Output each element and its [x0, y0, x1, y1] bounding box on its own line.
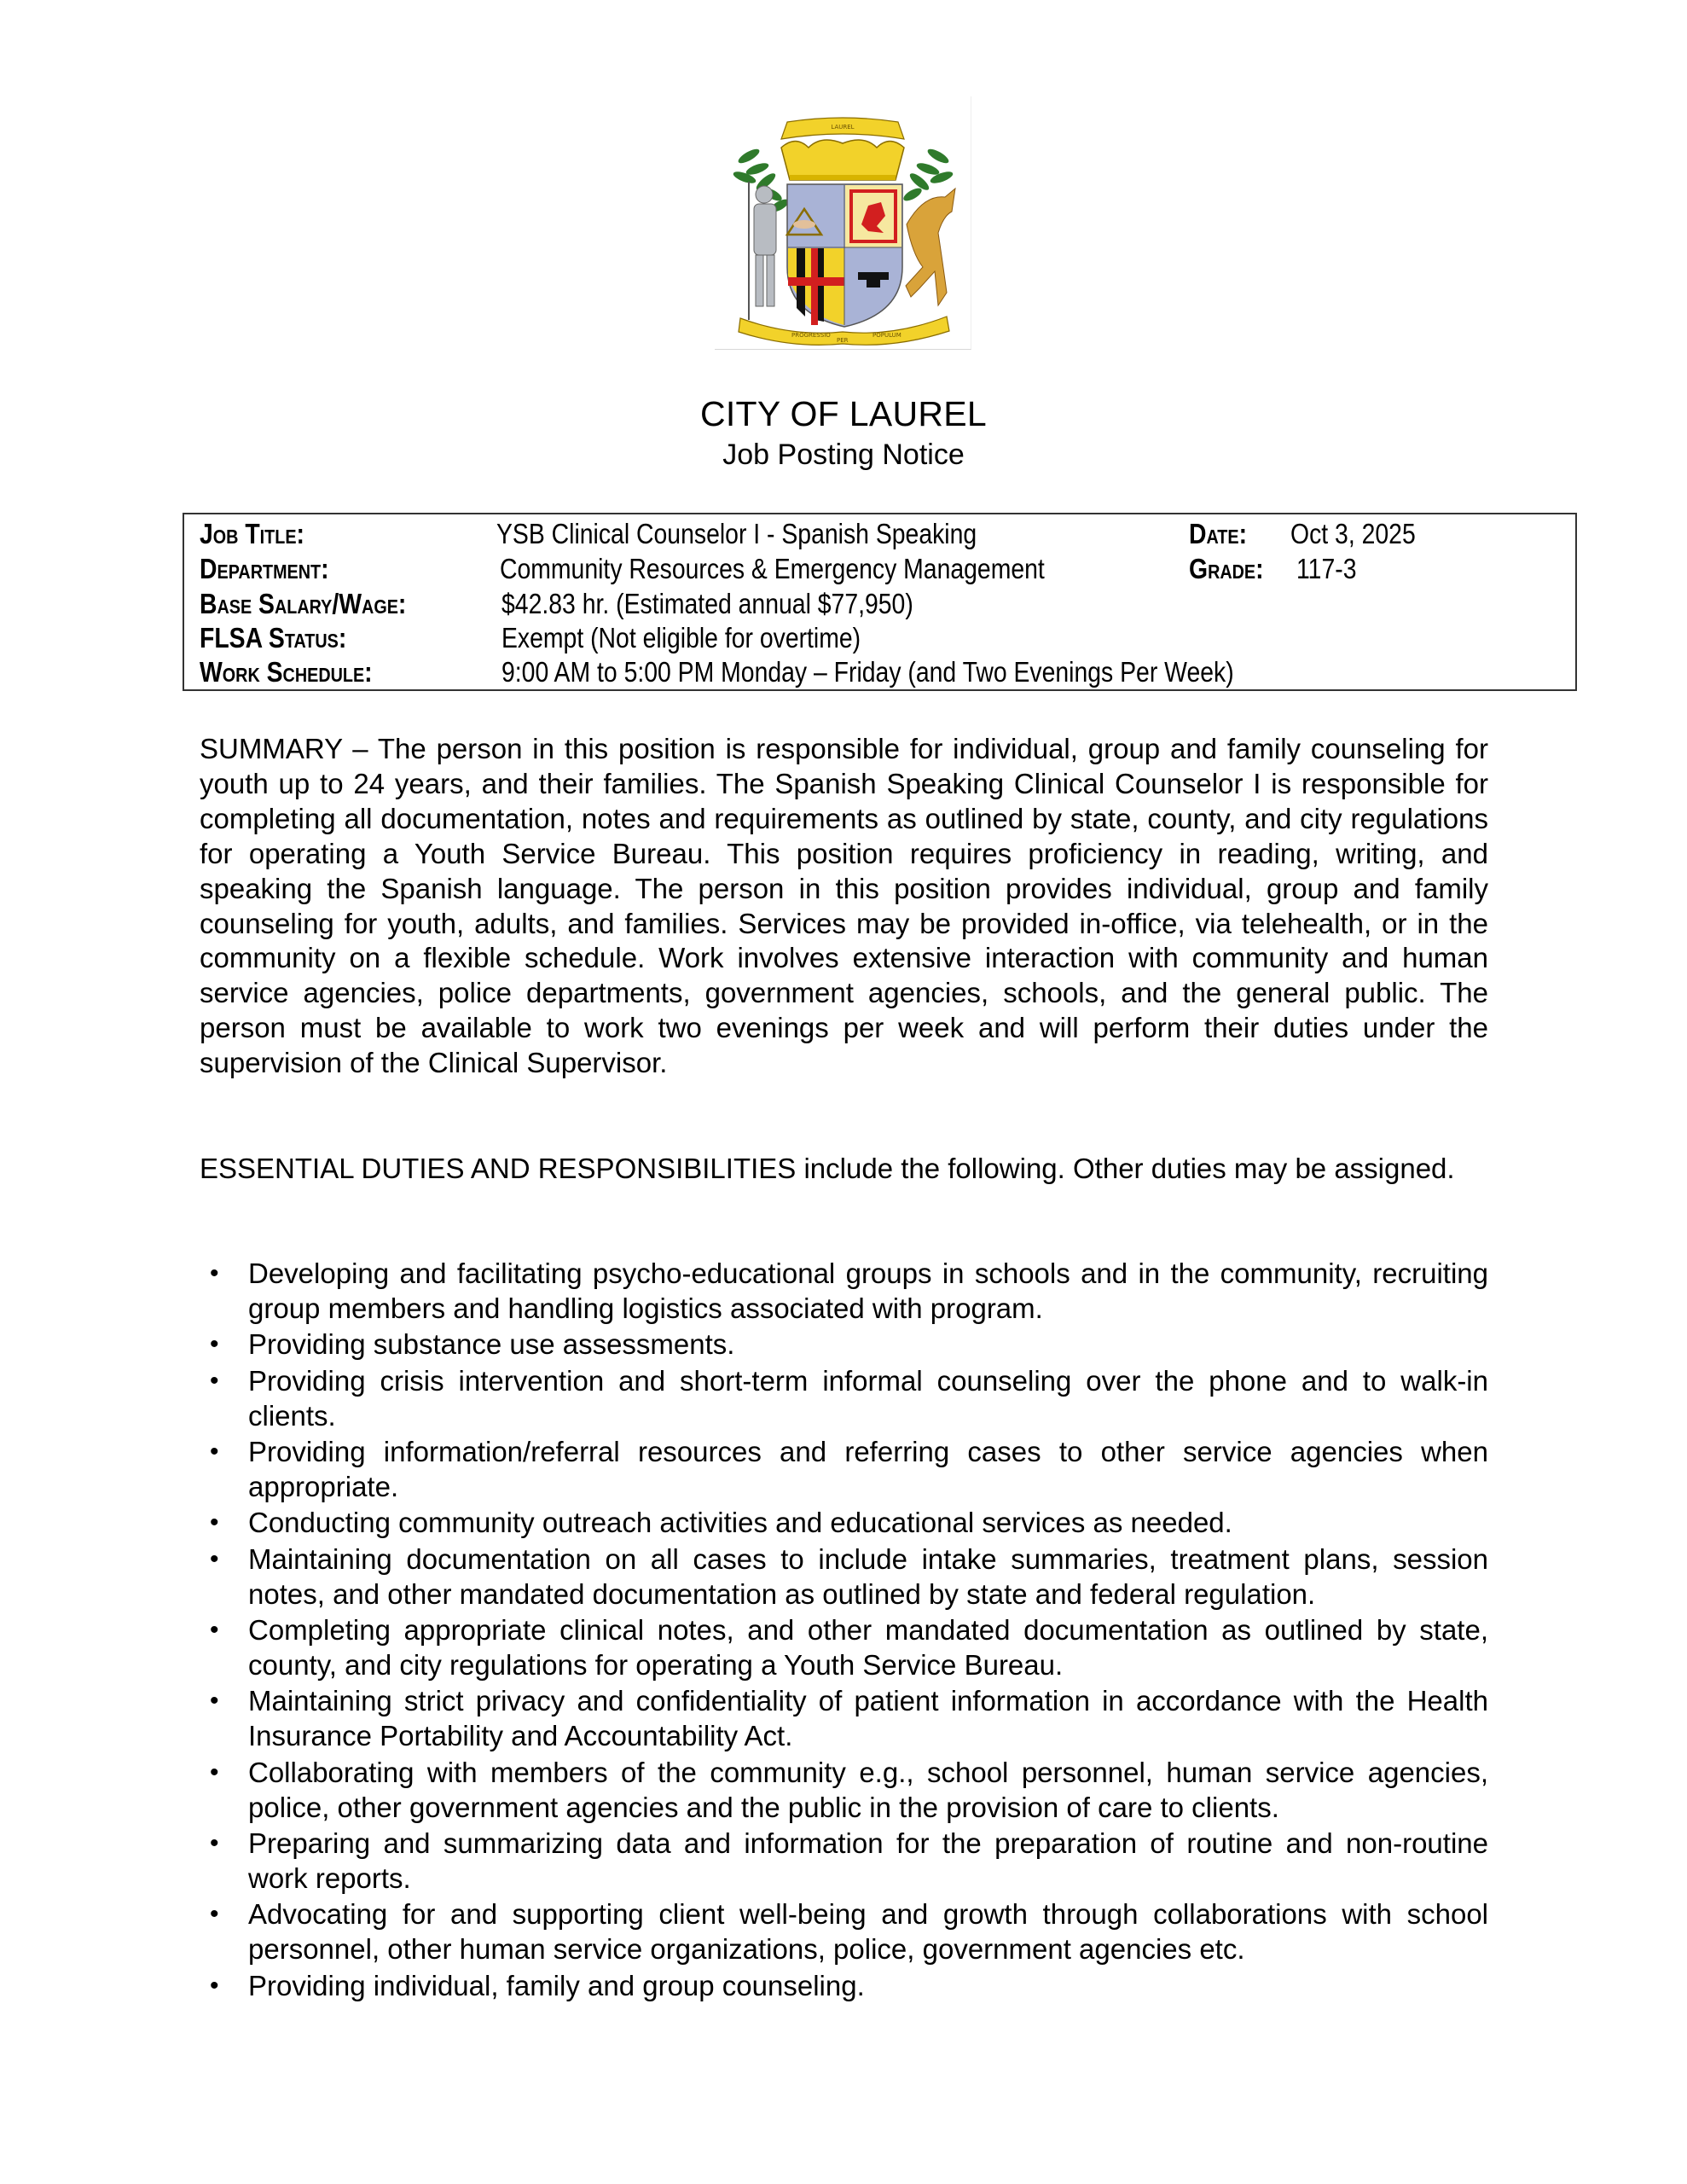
duties-list [200, 1257, 1488, 2005]
date-label: Date: [1189, 518, 1248, 549]
bullet-icon: • [210, 1508, 219, 1537]
list-item [200, 1756, 1488, 1826]
duty-text: Developing and facilitating psycho-educational groups in schools and in the community, recruiting group members and handling logistics associated with program. [248, 1258, 1488, 1324]
department-row [200, 551, 1357, 586]
list-item [200, 1327, 1488, 1362]
duty-text: Completing appropriate clinical notes, and other mandated documentation as outlined by state, county, and city regulations for operating a Youth Service Bureau. [248, 1614, 1488, 1681]
document-subtitle: Job Posting Notice [722, 439, 965, 471]
svg-text:PROGRESSIO: PROGRESSIO [791, 332, 831, 339]
job-info-box [183, 513, 1577, 691]
bullet-icon: • [210, 1366, 219, 1395]
department-value: Community Resources & Emergency Management [500, 553, 1045, 584]
list-item [200, 1827, 1488, 1896]
department-label: Department: [200, 553, 329, 584]
job-title-label: Job Title: [200, 518, 304, 549]
flsa-value: Exempt (Not eligible for overtime) [501, 622, 861, 653]
bullet-icon: • [210, 1900, 219, 1929]
duty-text: Providing individual, family and group counseling. [248, 1969, 865, 2001]
organization-title: CITY OF LAUREL [699, 394, 988, 433]
duty-text: Maintaining strict privacy and confidentiality of patient information in accordance with the Health Insurance Portability and Accountability Act. [248, 1685, 1488, 1752]
duty-text: Maintaining documentation on all cases to include intake summaries, treatment plans, session notes, and other mandated documentation as outlined by state and federal regulation. [248, 1542, 1488, 1610]
list-item [200, 1969, 1488, 2004]
city-coat-of-arms-logo [715, 96, 974, 352]
svg-text:PER: PER [837, 337, 849, 344]
salary-label: Base Salary/Wage: [200, 588, 407, 619]
flsa-label: FLSA Status: [200, 622, 347, 653]
salary-row [200, 586, 913, 621]
bullet-icon: • [210, 1259, 219, 1287]
schedule-label: Work Schedule: [200, 656, 373, 688]
duties-intro-paragraph [200, 1152, 1488, 1187]
list-item [200, 1684, 1488, 1754]
flsa-row [200, 620, 861, 655]
svg-text:POPULUM: POPULUM [872, 332, 901, 339]
date-value: Oct 3, 2025 [1290, 518, 1416, 549]
bullet-icon: • [210, 1829, 219, 1857]
bullet-icon: • [210, 1757, 219, 1786]
duty-text: Providing substance use assessments. [248, 1328, 735, 1361]
duty-text: Providing information/referral resources and referring cases to other service agencies when appropriate. [248, 1436, 1488, 1502]
summary-text: SUMMARY – The person in this position is responsible for individual, group and family counseling for youth up to 24 years, and their families. The Spanish Speaking Clinical Counselor I is responsible for completing all documentation, notes and requirements as outlined by state, county, and city regulations for operating a Youth Service Bureau. This position requires proficiency in reading, writing, and speaking the Spanish language. The person in this position provides individual, group and family counseling for youth, adults, and families. Services may be provided in-office, via telehealth, or in the community on a flexible schedule. Work involves extensive interaction with community and human service agencies, police departments, government agencies, schools, and the general public. The person must be available to work two evenings per week and will perform their duties under the supervision of the Clinical Supervisor. [200, 733, 1488, 1079]
svg-text:LAUREL: LAUREL [831, 124, 855, 131]
duty-text: Preparing and summarizing data and information for the preparation of routine and non-routine work reports. [248, 1827, 1488, 1894]
duty-text: Collaborating with members of the community e.g., school personnel, human service agencies, police, other government agencies and the public in the provision of care to clients. [248, 1756, 1488, 1823]
list-item [200, 1613, 1488, 1683]
bullet-icon: • [210, 1616, 219, 1645]
salary-value: $42.83 hr. (Estimated annual $77,950) [501, 588, 913, 619]
schedule-row [200, 654, 1234, 689]
list-item [200, 1506, 1488, 1541]
bullet-icon: • [210, 1544, 219, 1573]
summary-paragraph [200, 732, 1488, 1081]
grade-value: 117-3 [1296, 553, 1357, 584]
list-item [200, 1542, 1488, 1612]
job-title-row [200, 516, 1416, 551]
bullet-icon: • [210, 1971, 219, 2000]
list-item [200, 1435, 1488, 1505]
list-item [200, 1364, 1488, 1434]
logo-frame [715, 96, 971, 350]
duty-text: Providing crisis intervention and short-term informal counseling over the phone and to walk-in clients. [248, 1364, 1488, 1432]
grade-label: Grade: [1189, 553, 1264, 584]
job-title-value: YSB Clinical Counselor I - Spanish Speaking [496, 518, 977, 549]
duty-text: Advocating for and supporting client well-being and growth through collaborations with school personnel, other human service organizations, police, government agencies etc. [248, 1898, 1488, 1966]
bullet-icon: • [210, 1330, 219, 1359]
schedule-value: 9:00 AM to 5:00 PM Monday – Friday (and Two Evenings Per Week) [501, 656, 1234, 688]
duties-intro-text: ESSENTIAL DUTIES AND RESPONSIBILITIES include the following. Other duties may be assigned. [200, 1153, 1455, 1184]
duty-text: Conducting community outreach activities and educational services as needed. [248, 1507, 1232, 1539]
bullet-icon: • [210, 1687, 219, 1716]
bullet-icon: • [210, 1438, 219, 1467]
list-item [200, 1897, 1488, 1967]
list-item [200, 1257, 1488, 1327]
